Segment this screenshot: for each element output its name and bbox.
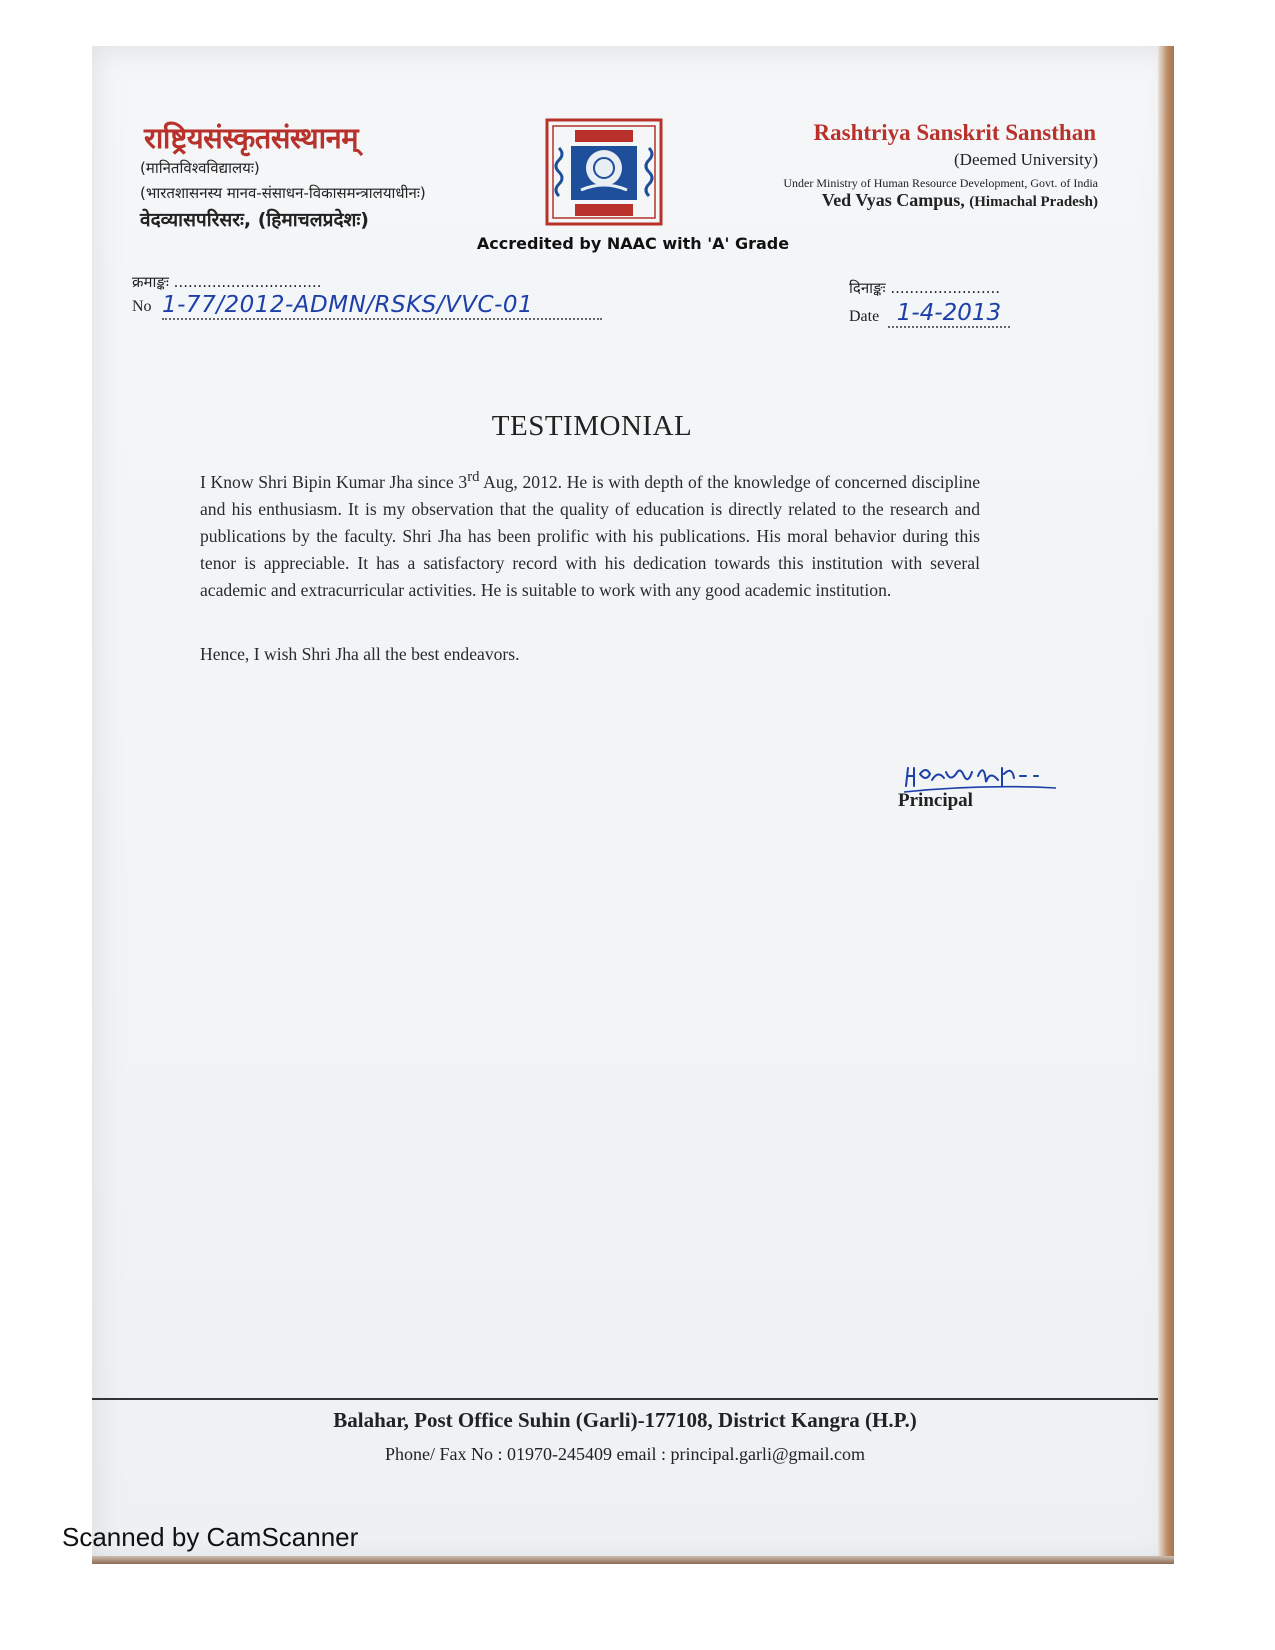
document-title: TESTIMONIAL: [491, 410, 693, 442]
date-label: Date: [849, 308, 880, 325]
body-rest: Aug, 2012. He is with depth of the knowledge of concerned discipline and his enthusiasm. It is my observation that the quality of education is directly related to the research and publications by the faculty. Shri Jha has been prolific with his publications. His moral behavior during this tenor is appreciable. It has a satisfactory record with his dedication towards this institution with several academic and extracurricular activities. He is suitable to work with any good academic institution.: [200, 471, 981, 600]
date-label-hindi: दिनाङ्कः .......................: [849, 279, 1001, 297]
reference-label-hindi: क्रमाङ्कः ...............................: [132, 273, 322, 291]
scanner-watermark: Scanned by CamScanner: [62, 1522, 359, 1552]
campus-line: [822, 190, 1098, 211]
closing-line: Hence, I wish Shri Jha all the best endeavors.: [200, 644, 520, 664]
hindi-campus-line: वेदव्यासपरिसरः, (हिमाचलप्रदेशः): [140, 209, 369, 231]
body-superscript: rd: [467, 469, 480, 485]
reference-label: No: [132, 298, 152, 315]
paper-edge: [1158, 46, 1174, 1564]
paper-bottom-edge: [92, 1556, 1174, 1564]
institution-name-english: Rashtriya Sanskrit Sansthan: [813, 120, 1096, 145]
ministry-line: Under Ministry of Human Resource Development, Govt. of India: [783, 176, 1098, 190]
letter-page: [92, 46, 1174, 1564]
campus-name: Ved Vyas Campus,: [821, 190, 965, 210]
date-value: 1-4-2013: [888, 300, 1010, 328]
reference-number: 1-77/2012-ADMN/RSKS/VVC-01: [162, 292, 602, 320]
accreditation-line: Accredited by NAAC with 'A' Grade: [476, 234, 790, 253]
campus-state: (Himachal Pradesh): [969, 194, 1098, 210]
footer-address: Balahar, Post Office Suhin (Garli)-177108, District Kangra (H.P.): [333, 1408, 917, 1432]
institution-emblem-icon: [545, 118, 663, 226]
footer-divider: [92, 1398, 1158, 1400]
signatory-title: Principal: [898, 790, 973, 811]
deemed-university-line: (Deemed University): [954, 150, 1098, 169]
hindi-deemed-line: (मानितविश्वविद्यालयः): [140, 159, 260, 177]
hindi-ministry-line: (भारतशासनस्य मानव-संसाधन-विकासमन्त्रालयाधीनः): [140, 184, 426, 202]
testimonial-body: [200, 464, 980, 604]
footer-contact: Phone/ Fax No : 01970-245409 email : principal.garli@gmail.com: [385, 1444, 865, 1464]
institution-name-hindi: राष्ट्रियसंस्कृतसंस्थानम्: [144, 121, 359, 155]
body-intro: I Know Shri Bipin Kumar Jha since 3: [200, 471, 468, 492]
